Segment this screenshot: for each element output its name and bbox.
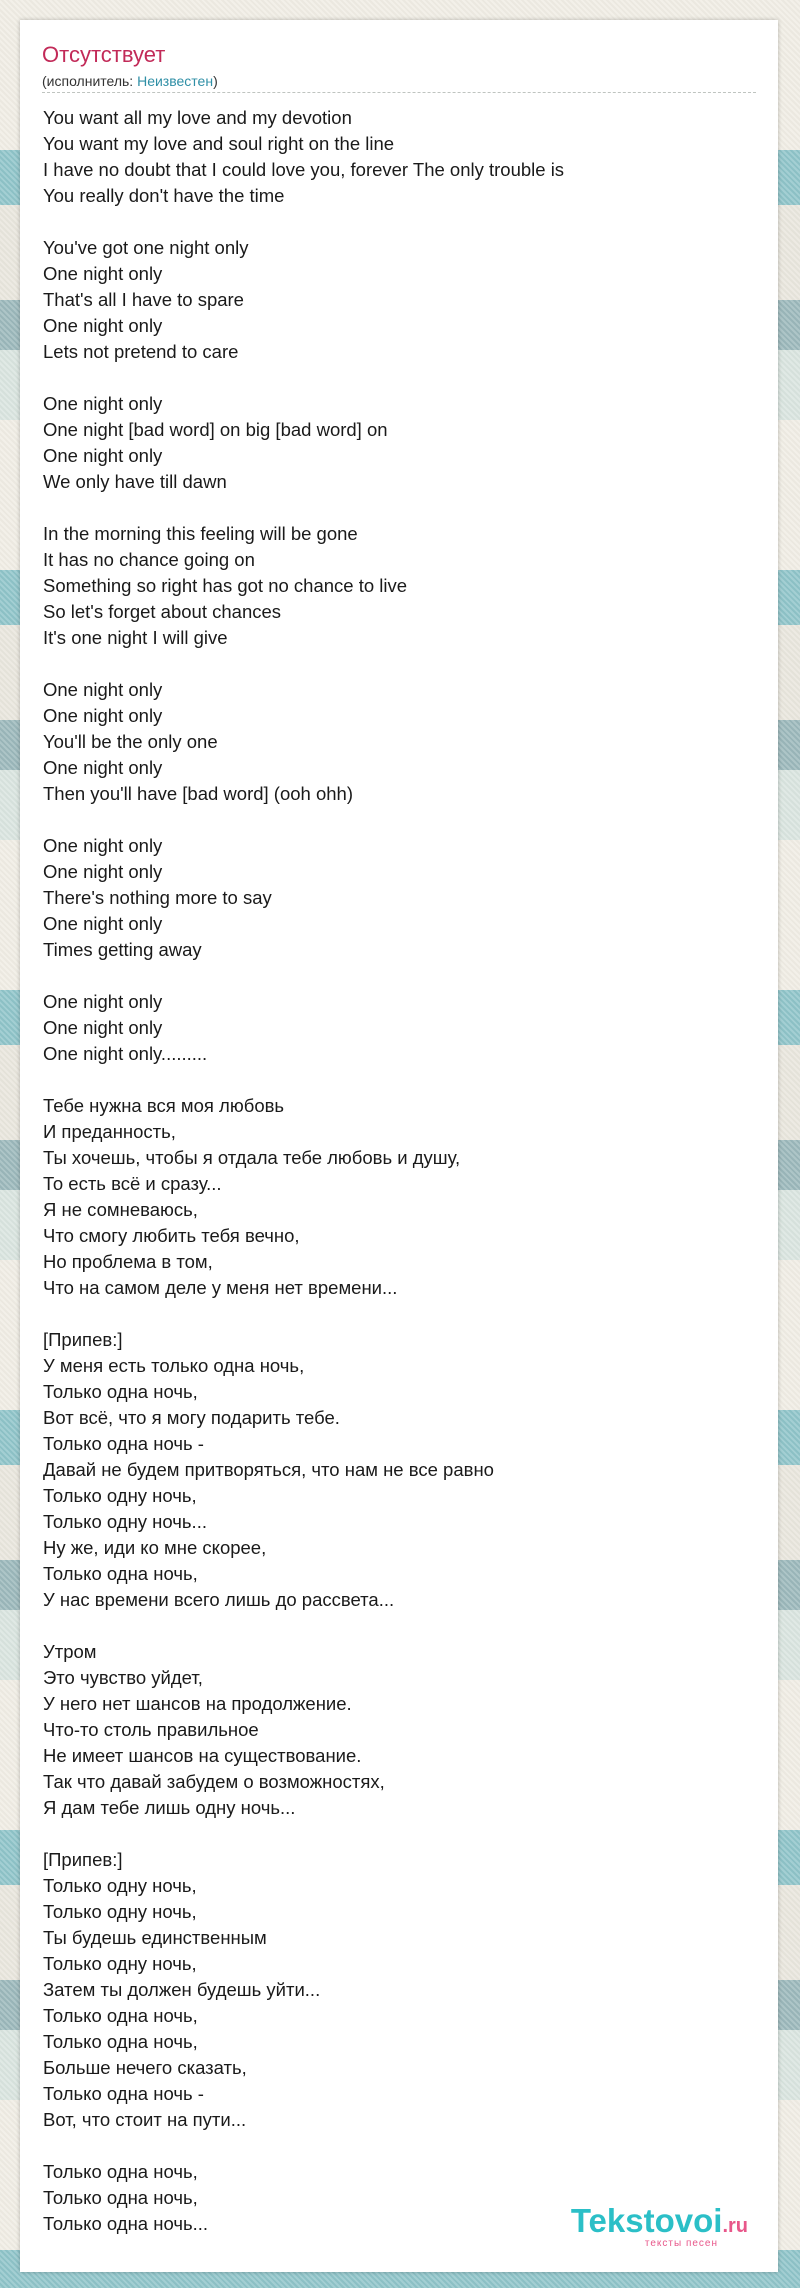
lyric-line: One night only [43,679,163,700]
logo-tld: .ru [722,2215,748,2237]
lyric-line: Только одна ночь, [43,1563,198,1584]
lyric-line: Утром [43,1641,97,1662]
lyric-line: Только одна ночь, [43,1381,198,1402]
lyric-line: Вот всё, что я могу подарить тебе. [43,1407,340,1428]
lyric-line: It's one night I will give [43,627,228,648]
lyric-line: You want all my love and my devotion [43,107,352,128]
lyric-line: Что смогу любить тебя вечно, [43,1225,300,1246]
logo-wordmark: Tekstovoi [570,2202,723,2239]
lyric-line: Больше нечего сказать, [43,2057,247,2078]
lyric-line: У нас времени всего лишь до рассвета... [43,1589,395,1610]
lyric-line: Не имеет шансов на существование. [43,1745,362,1766]
stanza-gap [43,807,743,833]
lyric-line: Только одна ночь, [43,2187,198,2208]
lyric-line: One night only [43,757,163,778]
lyric-line: That's all I have to spare [43,289,244,310]
stanza-gap [43,963,743,989]
lyric-line: Только одну ночь, [43,1953,197,1974]
lyric-line: Давай не будем притворяться, что нам не все равно [43,1459,494,1480]
lyric-line: Только одна ночь - [43,2083,204,2104]
lyric-line: Что-то столь правильное [43,1719,259,1740]
lyric-line: Только одна ночь, [43,2005,198,2026]
lyric-line: In the morning this feeling will be gone [43,523,358,544]
lyric-line: Только одна ночь, [43,2031,198,2052]
stanza-gap [43,1821,743,1847]
lyric-line: One night only [43,263,163,284]
lyric-line: Только одну ночь, [43,1901,197,1922]
lyric-line: One night only [43,705,163,726]
artist-suffix: ) [213,73,218,89]
lyric-line: So let's forget about chances [43,601,282,622]
lyric-line: I have no doubt that I could love you, forever The only trouble is [43,159,565,180]
lyric-line: Then you'll have [bad word] (ooh ohh) [43,783,354,804]
lyric-line: One night only [43,835,163,856]
artist-line [42,72,756,93]
lyric-line: [Припев:] [43,1849,123,1870]
lyric-line: И преданность, [43,1121,176,1142]
lyric-line: One night [bad word] on big [bad word] on [43,419,388,440]
lyric-line: Тебе нужна вся моя любовь [43,1095,285,1116]
lyric-line: Только одна ночь, [43,2161,198,2182]
lyric-line: Так что давай забудем о возможностях, [43,1771,385,1792]
stanza-gap [43,651,743,677]
stanza-gap [43,495,743,521]
lyrics-card [20,20,778,2272]
song-title: Отсутствует [42,42,166,67]
lyric-line: You've got one night only [43,237,249,258]
lyric-line: Что на самом деле у меня нет времени... [43,1277,398,1298]
lyric-line: Только одну ночь, [43,1485,197,1506]
lyric-line: There's nothing more to say [43,887,272,908]
logo-tagline: тексты песен [644,2238,718,2249]
lyric-line: It has no chance going on [43,549,255,570]
lyric-line: Затем ты должен будешь уйти... [43,1979,321,2000]
lyric-line: То есть всё и сразу... [43,1173,222,1194]
lyric-line: One night only [43,913,163,934]
lyric-line: Я дам тебе лишь одну ночь... [43,1797,296,1818]
lyric-line: Ты хочешь, чтобы я отдала тебе любовь и душу, [43,1147,461,1168]
lyric-line: Вот, что стоит на пути... [43,2109,247,2130]
lyric-line: У меня есть только одна ночь, [43,1355,305,1376]
lyric-line: Times getting away [43,939,202,960]
lyric-line: Я не сомневаюсь, [43,1199,198,1220]
lyric-line: Только одна ночь - [43,1433,204,1454]
lyric-line: One night only [43,393,163,414]
lyric-line: You'll be the only one [43,731,218,752]
lyric-line: Но проблема в том, [43,1251,213,1272]
stanza-gap [43,209,743,235]
lyric-line: Something so right has got no chance to live [43,575,408,596]
lyric-line: You really don't have the time [43,185,285,206]
lyric-line: We only have till dawn [43,471,227,492]
stanza-gap [43,1301,743,1327]
lyric-line: One night only [43,315,163,336]
lyric-line: Только одну ночь, [43,1875,197,1896]
lyric-line: One night only [43,1017,163,1038]
artist-prefix: (исполнитель: [42,73,138,89]
lyric-line: Только одна ночь... [43,2213,209,2234]
lyric-line: One night only......... [43,1043,208,1064]
lyric-line: You want my love and soul right on the line [43,133,395,154]
stanza-gap [43,1613,743,1639]
lyric-line: У него нет шансов на продолжение. [43,1693,352,1714]
lyric-line: One night only [43,991,163,1012]
site-logo[interactable] [571,2204,748,2250]
lyric-line: Ну же, иди ко мне скорее, [43,1537,267,1558]
lyric-line: Ты будешь единственным [43,1927,267,1948]
lyric-line: One night only [43,861,163,882]
artist-link[interactable]: Неизвестен [137,73,214,89]
lyric-line: Только одну ночь... [43,1511,207,1532]
stanza-gap [43,2133,743,2159]
lyric-line: [Припев:] [43,1329,123,1350]
lyrics-text [43,105,743,2237]
lyric-line: Это чувство уйдет, [43,1667,203,1688]
lyric-line: Lets not pretend to care [43,341,239,362]
stanza-gap [43,1067,743,1093]
stanza-gap [43,365,743,391]
lyric-line: One night only [43,445,163,466]
